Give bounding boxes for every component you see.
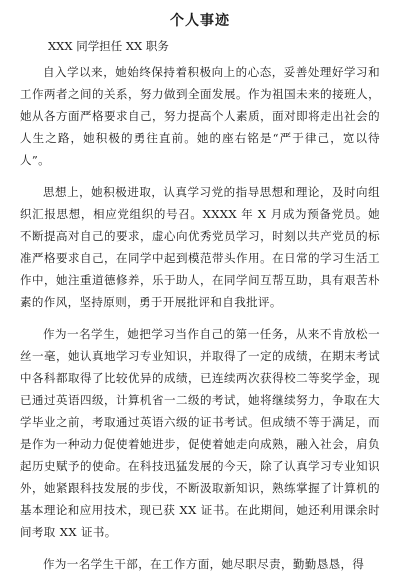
paragraph-study: 作为一名学生，她把学习当作自己的第一任务，从来不肯放松一丝一毫，她认真地学习专业知识，并取得了一定的成绩，在期末考试中各科都取得了比较优异的成绩，已连续两次获得校二等奖学金，现已通过英语四级，计算机省一二级的考试，她将继续努力，争取在大学毕业之前，考取通过英语六级的证书考试。但成绩不等于满足，而是作为一种动力促使着她进步，促使着她走向成熟，融入社会，肩负起历史赋予的使命。在科技迅猛发展的今天，除了认真学习专业知识外，她紧跟科技发展的步伐，不断汲取新知识，熟练掌握了计算机的基本理论和应用技术，现已获 XX 证书。在此期间，她还利用课余时间考取 XX 证书。 xyxy=(20,327,380,539)
document-subtitle: XXX 同学担任 XX 职务 xyxy=(48,39,169,53)
document-title: 个人事迹 xyxy=(170,13,230,29)
paragraph-intro: 自入学以来，她始终保持着积极向上的心态，妥善处理好学习和工作两者之间的关系，努力做到全面发展。作为祖国未来的接班人，她从各方面严格要求自己，努力提高个人素质，面对即将走出社会的人生之路，她积极的勇往直前。她的座右铭是“严于律己，宽以待人”。 xyxy=(20,65,380,167)
paragraph-ideology: 思想上，她积极进取，认真学习党的指导思想和理论，及时向组织汇报思想，相应党组织的号召。XXXX 年 X 月成为预备党员。她不断提高对自己的要求，虚心向优秀党员学习，时刻以共产党员的标准严格要求自己，在同学中起到模范带头作用。在日常的学习生活工作中，她注重道德修养，乐于助人，在同学间互帮互助，具有艰苦朴素的作风，坚持原则，勇于开展批评和自我批评。 xyxy=(20,185,380,309)
paragraph-work: 作为一名学生干部，在工作方面，她尽职尽责，勤勤恳恳，得 xyxy=(43,557,365,571)
